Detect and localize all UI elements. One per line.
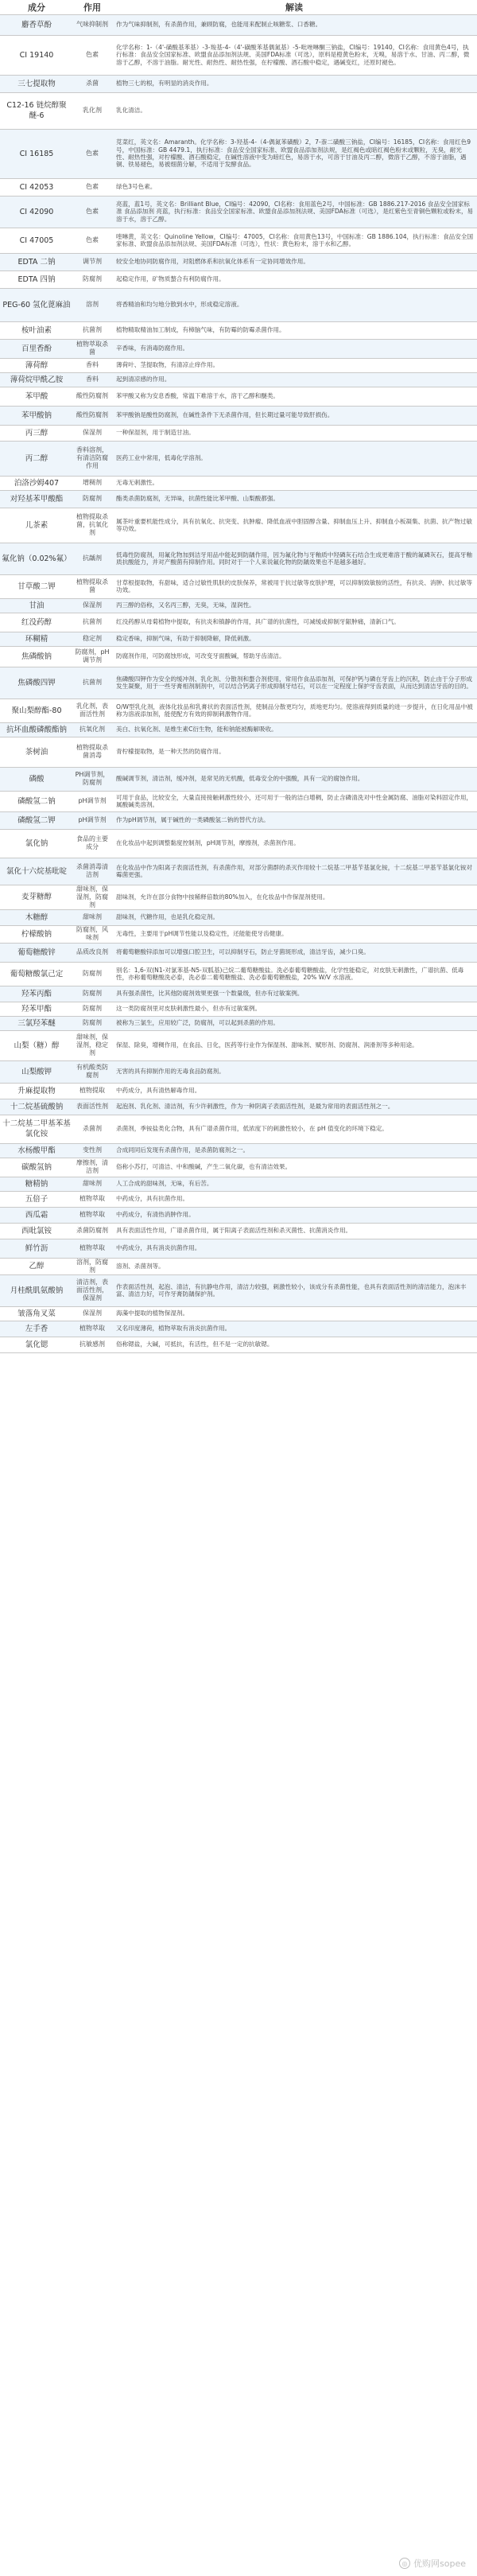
ingredient-function: 杀菌: [73, 75, 111, 92]
ingredient-description: 这一类防腐剂里对皮肤刺激性最小，但亦有过敏案例。: [111, 1002, 477, 1016]
ingredient-name: 三氯羟苯醚: [0, 1016, 73, 1030]
ingredient-name: EDTA 二钠: [0, 253, 73, 270]
ingredient-function: 色素: [73, 35, 111, 75]
ingredient-function: 防腐剂: [73, 986, 111, 1002]
header-explanation: 解读: [111, 0, 477, 14]
table-row: [0, 288, 477, 321]
ingredient-name: 薄荷醇: [0, 358, 73, 372]
table-row: [0, 1321, 477, 1337]
ingredient-function: 色素: [73, 129, 111, 178]
ingredient-name: 葡萄糖酸氯己定: [0, 962, 73, 986]
ingredient-description: 杀菌剂，季铵盐类化合物，具有广谱杀菌作用，低浓度下的刺激性较小，在 pH 值变化的环境下稳定。: [111, 1115, 477, 1143]
ingredient-function: 抗龋剂: [73, 543, 111, 574]
ingredient-function: 防腐剂，风味剂: [73, 925, 111, 943]
ingredient-name: 苯甲酸: [0, 387, 73, 406]
table-row: [0, 358, 477, 372]
ingredient-function: PH调节剂，防腐剂: [73, 767, 111, 791]
ingredient-description: 苯甲酸钠是酸性防腐剂，在碱性条件下无杀菌作用，但长期过量可能导致肝损伤。: [111, 406, 477, 425]
table-row: [0, 75, 477, 92]
table-row: [0, 178, 477, 196]
ingredient-name: 对羟基苯甲酸酯: [0, 490, 73, 508]
ingredient-name: 丙二醇: [0, 441, 73, 476]
table-row: [0, 425, 477, 441]
table-row: [0, 1030, 477, 1060]
ingredient-description: 无害的具有抑制作用的无毒食品防腐剂。: [111, 1060, 477, 1083]
table-row: [0, 1337, 477, 1352]
ingredient-function: 有机酸类防腐剂: [73, 1060, 111, 1083]
ingredient-description: 焦磷酸四钾作为安全的缓冲剂、乳化剂、分散剂和螯合剂使用，常用作食品添加剂，可保护钙与磷在牙齿上的沉积，防止由于分子形成发生凝聚，用于一些牙膏相剂制剂中，可以结合钙离子形成抑制牙结石，可以在一定程度上保护牙齿表面，从而达到清洁牙齿的目的。: [111, 667, 477, 698]
ingredient-function: 增稠剂: [73, 476, 111, 490]
table-row: [0, 1223, 477, 1239]
ingredient-description: 喹啉黄，英文名：Quinoline Yellow，CI编号：47005，CI名称：食用黄色13号，中国标准：GB 1886.104，执行标准：食品安全国家标准、欧盟食品添加剂法规、美国FDA标准（可选），性状：黄色粉末，溶于水和乙醇。: [111, 228, 477, 253]
table-row: [0, 858, 477, 885]
ingredient-function: 乳化剂: [73, 92, 111, 129]
ingredient-function: 表面活性剂: [73, 1099, 111, 1115]
watermark: [399, 2557, 466, 2570]
ingredient-description: 亮蓝，蓝1号，英文名：Brilliant Blue，CI编号：42090，CI名称：食用蓝色2号，中国标准：GB 1886.217-2016 食品安全国家标准 食品添加剂 亮蓝，执行标准：食品安全国家标准、欧盟食品添加剂法规、美国FDA标准（可选），是红紫色至青铜色颗粒或粉末，易溶于水，溶于乙醇。: [111, 196, 477, 228]
ingredient-function: 防腐剂: [73, 1002, 111, 1016]
ingredient-function: 色素: [73, 178, 111, 196]
ingredient-function: 品质改良剂: [73, 943, 111, 962]
table-row: [0, 598, 477, 613]
ingredient-function: 清洁剂，表面活性剂，保湿剂: [73, 1274, 111, 1306]
table-row: [0, 1207, 477, 1223]
ingredient-name: 甘油: [0, 598, 73, 613]
ingredient-function: 防腐剂: [73, 1016, 111, 1030]
ingredient-function: 植物提取杀菌，抗氧化剂: [73, 508, 111, 543]
ingredient-function: 防腐剂: [73, 490, 111, 508]
ingredient-function: 甜味剂，保湿剂，稳定剂: [73, 1030, 111, 1060]
ingredient-name: 三七提取物: [0, 75, 73, 92]
table-row: [0, 943, 477, 962]
ingredient-name: 葡萄糖酸锌: [0, 943, 73, 962]
ingredient-name: 磷酸: [0, 767, 73, 791]
ingredient-description: 起稳定作用，矿物质螯合有利防腐作用。: [111, 270, 477, 288]
ingredient-name: 月桂酰肌氨酸钠: [0, 1274, 73, 1306]
table-row: [0, 909, 477, 925]
ingredient-description: 红没药醇从母菊植物中提取，有抗炎和镇静的作用，具广谱的抗菌性，可减缓或抑制牙龈肿痛，清新口气。: [111, 613, 477, 632]
ingredient-function: 香料: [73, 372, 111, 387]
ingredient-name: 薄荷烷甲酰乙胺: [0, 372, 73, 387]
ingredient-description: 薄荷叶、茎提取物，有清凉止痒作用。: [111, 358, 477, 372]
ingredient-function: 稳定剂: [73, 632, 111, 646]
ingredient-description: 俗称小苏打，可清洁、中和酸碱，产生二氧化碳，也有清洁效果。: [111, 1158, 477, 1177]
table-row: [0, 321, 477, 339]
ingredient-description: 具有表面活性作用，广谱杀菌作用，属于阳离子表面活性剂和杀灭菌性、抗菌消炎作用。: [111, 1223, 477, 1239]
ingredient-name: 柠檬酸钠: [0, 925, 73, 943]
ingredient-description: 医药工业中常用，低毒化学溶剂。: [111, 441, 477, 476]
ingredient-name: 儿茶素: [0, 508, 73, 543]
table-row: [0, 1083, 477, 1099]
table-row: [0, 829, 477, 858]
ingredient-description: 起泡剂、乳化剂、清洁剂，有少许刺激性，作为一种阴离子表面活性剂，是最为常用的表面活性剂之一。: [111, 1099, 477, 1115]
ingredient-description: O/W型乳化剂，液体化妆品和乳膏状的表面活性剂，使制品分散更均匀，质地更均匀。使溶液得到质量的进一步提升，在日化用品中被称为溶液添加剂，能使配方有效的抑制刺激物作用。: [111, 698, 477, 722]
table-row: [0, 1158, 477, 1177]
ingredient-function: 保湿剂: [73, 1306, 111, 1321]
ingredient-name: 氟化钠（0.02%氟）: [0, 543, 73, 574]
ingredient-description: 保湿、除臭，增稠作用，在食品、日化，医药等行业作为保湿剂、甜味剂、赋形剂、防腐剂、润滑剂等多种用途。: [111, 1030, 477, 1060]
ingredient-name: PEG-60 氢化蓖麻油: [0, 288, 73, 321]
ingredient-description: 作为pH调节剂，属于碱性的一类磷酸氢二钠的替代方法。: [111, 811, 477, 829]
ingredient-description: 溶剂、杀菌剂等。: [111, 1258, 477, 1274]
ingredient-name: 麝香草酚: [0, 14, 73, 35]
ingredient-description: 中药成分，有清热消肿作用。: [111, 1207, 477, 1223]
header-ingredient: 成分: [0, 0, 73, 14]
ingredient-description: 辛香味，有消毒防腐作用。: [111, 339, 477, 358]
table-row: [0, 476, 477, 490]
table-row: [0, 1002, 477, 1016]
ingredient-description: 青柠檬提取物，是一种天然的防腐作用。: [111, 737, 477, 767]
table-row: [0, 791, 477, 811]
ingredient-function: 溶剂，防腐剂: [73, 1258, 111, 1274]
ingredient-name: 十二烷基二甲基苯基氯化铵: [0, 1115, 73, 1143]
table-row: [0, 508, 477, 543]
ingredient-description: 无毒无刺激性。: [111, 476, 477, 490]
ingredient-description: 作表面活性剂，起泡、清洁，有抗静电作用，清洁力较强，刺激性较小，该成分有杀菌性能，也具有表面活性剂的清洁能力，泡沫丰富、清洁力好，可作牙膏防龋保护剂。: [111, 1274, 477, 1306]
table-row: [0, 811, 477, 829]
ingredient-function: 气味抑制剂: [73, 14, 111, 35]
ingredient-name: 苯甲酸钠: [0, 406, 73, 425]
ingredient-description: 将香精油和均匀地分散到水中，形成稳定溶液。: [111, 288, 477, 321]
ingredient-description: 乳化清洁。: [111, 92, 477, 129]
ingredient-function: 食品的主要成分: [73, 829, 111, 858]
table-row: [0, 1191, 477, 1207]
table-row: [0, 885, 477, 909]
table-row: [0, 925, 477, 943]
table-row: [0, 14, 477, 35]
ingredient-function: 防腐剂: [73, 962, 111, 986]
ingredient-description: 被称为三氯生，应用较广泛，防腐剂，可以起到杀菌的作用。: [111, 1016, 477, 1030]
ingredient-description: 俗称锶盐，大碱，可抵抗，有活性，但不是一定的抗敏锶。: [111, 1337, 477, 1352]
ingredient-function: 植物萃取: [73, 1321, 111, 1337]
ingredient-function: 摩擦剂，清洁剂: [73, 1158, 111, 1177]
ingredient-name: 山梨酸钾: [0, 1060, 73, 1083]
ingredient-description: 在化妆品中作为阳离子表面活性剂，有杀菌作用，对部分菌群的杀灭作用较十二烷基二甲基苄基氯化铵，十二烷基二甲基苄基氯化铵对霉菌更强。: [111, 858, 477, 885]
ingredient-function: 植物萃取: [73, 1191, 111, 1207]
table-row: [0, 613, 477, 632]
ingredient-name: 焦磷酸钠: [0, 646, 73, 667]
ingredient-function: 杀菌防腐剂: [73, 1223, 111, 1239]
table-row: [0, 543, 477, 574]
table-row: [0, 1239, 477, 1258]
ingredient-description: 苋菜红，英文名：Amaranth。化学名称：3-羟基-4-（4-偶氮苯磺酸）2，7-萘二磺酸三钠盐，CI编号：16185，CI名称：食用红色9号，中国标准：GB 4479.1，执行标准：食品安全国家标准、欧盟食品添加剂法规，是红褐色或暗红褐色粉末或颗粒，无臭，耐光性、耐热性强，对柠檬酸、酒石酸稳定，在碱性溶液中变为暗红色，易溶于水，可溶于甘油及丙二醇，微溶于乙醇，不溶于油脂，遇铜、铁易褪色，易被细菌分解，不适用于发酵食品。: [111, 129, 477, 178]
ingredient-description: 别名：1,6-双(N1-对氯苯基-N5-双胍基)己烷二葡萄糖酸盐。洗必泰葡萄糖酸盐，化学性能稳定，对皮肤无刺激性，广谱抗菌、低毒性，亦称葡萄糖酸洗必泰，洗必泰二葡萄糖酸盐、洗必泰葡萄糖酸盐，20% W/V 水溶液。: [111, 962, 477, 986]
ingredient-function: 香料溶剂，有清洁防腐作用: [73, 441, 111, 476]
ingredient-function: 调节剂: [73, 253, 111, 270]
ingredient-function: 防腐剂: [73, 270, 111, 288]
ingredient-description: 海藻中提取的植物保湿剂。: [111, 1306, 477, 1321]
ingredient-function: 酸性防腐剂: [73, 406, 111, 425]
ingredient-function: pH调节剂: [73, 791, 111, 811]
table-row: [0, 1060, 477, 1083]
ingredient-name: 碳酸氢钠: [0, 1158, 73, 1177]
table-row: [0, 1258, 477, 1274]
ingredient-description: 绿色3号色素。: [111, 178, 477, 196]
ingredient-function: 杀菌消毒清洁剂: [73, 858, 111, 885]
ingredient-name: 鲜竹沥: [0, 1239, 73, 1258]
table-row: [0, 737, 477, 767]
ingredient-name: 羟苯甲酯: [0, 1002, 73, 1016]
ingredient-description: 中药成分，具有消炎抗菌作用。: [111, 1239, 477, 1258]
ingredient-description: 甜味剂，代糖作用，也是乳化稳定剂。: [111, 909, 477, 925]
ingredient-description: 人工合成的甜味剂，无味，有后苦。: [111, 1177, 477, 1191]
ingredient-function: 抗敏感剂: [73, 1337, 111, 1352]
ingredient-name: 桉叶油素: [0, 321, 73, 339]
ingredient-description: 低毒性防腐剂，用氟化物加到洁牙用品中能起到防龋作用，因为氟化物与牙釉质中羟磷灰石结合生成更难溶于酸的氟磷灰石，提高牙釉质抗酸能力，并对产酸菌有抑制作用。同时对于一个人来说氟化物的防龋效果也不是越多越好。: [111, 543, 477, 574]
ingredient-function: 溶剂: [73, 288, 111, 321]
table-row: [0, 1115, 477, 1143]
ingredient-name: CI 42053: [0, 178, 73, 196]
ingredient-name: 十二烷基硫酸钠: [0, 1099, 73, 1115]
table-row: [0, 228, 477, 253]
table-row: [0, 441, 477, 476]
ingredient-name: CI 42090: [0, 196, 73, 228]
table-row: [0, 632, 477, 646]
ingredient-function: 甜味剂，保湿剂，防腐剂: [73, 885, 111, 909]
table-row: [0, 372, 477, 387]
ingredient-function: 乳化剂，表面活性剂: [73, 698, 111, 722]
ingredient-function: 植物提取杀菌: [73, 574, 111, 598]
ingredient-name: 环糊精: [0, 632, 73, 646]
table-row: [0, 35, 477, 75]
ingredient-function: 酸性防腐剂: [73, 387, 111, 406]
ingredient-function: 植物萃取: [73, 1239, 111, 1258]
ingredient-name: 红没药醇: [0, 613, 73, 632]
ingredient-function: 杀菌剂: [73, 1115, 111, 1143]
ingredient-function: 植物萃取: [73, 1207, 111, 1223]
ingredient-function: 防腐剂，pH调节剂: [73, 646, 111, 667]
ingredient-function: 甜味剂: [73, 909, 111, 925]
ingredient-function: 色素: [73, 228, 111, 253]
table-row: [0, 196, 477, 228]
ingredient-function: 保湿剂: [73, 425, 111, 441]
ingredient-description: 稳定香味，抑制气味，有助于抑制降解，降低刺激。: [111, 632, 477, 646]
table-row: [0, 986, 477, 1002]
ingredient-name: 氯化锶: [0, 1337, 73, 1352]
ingredient-name: 木糖醇: [0, 909, 73, 925]
ingredient-description: 中药成分，具有清热解毒作用。: [111, 1083, 477, 1099]
ingredient-name: 羟苯丙酯: [0, 986, 73, 1002]
ingredient-name: CI 19140: [0, 35, 73, 75]
ingredient-name: 磷酸氢二钠: [0, 791, 73, 811]
ingredient-name: 磷酸氢二钾: [0, 811, 73, 829]
table-row: [0, 574, 477, 598]
ingredient-name: 丙三醇: [0, 425, 73, 441]
ingredient-description: 甘草根提取物，有甜味，适合过敏性肌肤的皮肤保养，常被用于抗过敏等皮肤护理，可以抑制致敏胺的活性，有抗炎、消肿、抗过敏等功效。: [111, 574, 477, 598]
ingredient-name: 升麻提取物: [0, 1083, 73, 1099]
ingredient-description: 中药成分，具有抗菌作用。: [111, 1191, 477, 1207]
table-row: [0, 253, 477, 270]
table-row: [0, 1274, 477, 1306]
ingredient-description: 防腐剂作用，可防腐蚀形成，可改变牙面酸碱，帮助牙齿清洁。: [111, 646, 477, 667]
ingredient-function: 色素: [73, 196, 111, 228]
ingredient-function: 植物萃取杀菌: [73, 339, 111, 358]
ingredient-name: 左手香: [0, 1321, 73, 1337]
ingredient-name: 乙醇: [0, 1258, 73, 1274]
ingredient-name: 茶树油: [0, 737, 73, 767]
table-row: [0, 1016, 477, 1030]
table-row: [0, 962, 477, 986]
ingredient-description: 起到清凉感的作用。: [111, 372, 477, 387]
ingredient-name: 西瓜霜: [0, 1207, 73, 1223]
table-row: [0, 722, 477, 737]
ingredient-function: 抗菌剂: [73, 613, 111, 632]
ingredient-description: 植物精取精油加工制成，有樟脑气味，有防霉的防霉杀菌作用。: [111, 321, 477, 339]
ingredient-name: EDTA 四钠: [0, 270, 73, 288]
circle-logo-icon: ◎: [399, 2558, 410, 2569]
ingredient-description: 可用于食品，比较安全，大量直接接触刺激性较小，还可用于一般的洁白增稠，防止含磷清洗对中性金属防腐、油脂对染料固定作用，属酸碱类溶剂。: [111, 791, 477, 811]
ingredient-name: 泊洛沙姆407: [0, 476, 73, 490]
ingredient-description: 将葡萄糖酸锌添加可以增强口腔卫生，可以抑制牙石，防止牙菌斑形成，清洁牙齿，减少口臭。: [111, 943, 477, 962]
ingredient-description: 具有强杀菌性，比其他防腐剂效果更强一个数量级，但亦有过敏案例。: [111, 986, 477, 1002]
ingredient-description: 甜味剂，允许在部分食物中按稀释倍数的80%加入，在化妆品中作保湿剂使用。: [111, 885, 477, 909]
ingredient-function: 香料: [73, 358, 111, 372]
ingredient-name: CI 47005: [0, 228, 73, 253]
ingredient-description: 较安全地协同防腐作用，对阻燃体系和抗氧化体系有一定协同增效作用。: [111, 253, 477, 270]
table-row: [0, 698, 477, 722]
ingredient-description: 植物三七的根，有明显的消炎作用。: [111, 75, 477, 92]
ingredient-name: 糖精钠: [0, 1177, 73, 1191]
ingredient-function: 植物提取杀菌消毒: [73, 737, 111, 767]
ingredient-name: 氯化十六烷基吡啶: [0, 858, 73, 885]
table-row: [0, 1177, 477, 1191]
ingredient-description: 苯甲酸又称为安息香酸，常温下难溶于水，溶于乙醇和醚类。: [111, 387, 477, 406]
table-row: [0, 1099, 477, 1115]
ingredient-function: pH调节剂: [73, 811, 111, 829]
ingredient-name: 山梨（糖）醇: [0, 1030, 73, 1060]
ingredient-function: 抗氧化剂: [73, 722, 111, 737]
ingredient-name: 聚山梨醇酯-80: [0, 698, 73, 722]
ingredient-name: 甘草酸二钾: [0, 574, 73, 598]
table-row: [0, 270, 477, 288]
ingredient-description: 美白、抗氧化剂、是维生素C衍生物，能和钠能被酶解吸收。: [111, 722, 477, 737]
ingredient-name: 西吡氯铵: [0, 1223, 73, 1239]
ingredient-function: 抗菌剂: [73, 321, 111, 339]
ingredient-description: 丙三醇的俗称，又名丙三醇，无臭，无味，湿润性。: [111, 598, 477, 613]
table-header-row: [0, 0, 477, 14]
ingredient-function: 保湿剂: [73, 598, 111, 613]
table-row: [0, 406, 477, 425]
ingredient-description: 属茶叶重要机能性成分，具有抗氧化、抗突变、抗肿瘤、降低血液中胆固醇含量、抑制血压上升、抑制血小板凝集、抗菌、抗产物过敏等功效。: [111, 508, 477, 543]
table-row: [0, 387, 477, 406]
table-row: [0, 1143, 477, 1158]
ingredient-description: 酯类杀菌防腐剂，无异味，抗菌性能比苯甲酸、山梨酸都强。: [111, 490, 477, 508]
ingredient-description: 合成同同后发现有杀菌作用，是杀菌防腐剂之一。: [111, 1143, 477, 1158]
ingredient-name: 五倍子: [0, 1191, 73, 1207]
ingredient-description: 一种保湿剂，用于制造甘油。: [111, 425, 477, 441]
ingredient-name: 氯化钠: [0, 829, 73, 858]
ingredient-name: 焦磷酸四钾: [0, 667, 73, 698]
ingredient-name: 水杨酸甲酯: [0, 1143, 73, 1158]
ingredient-function: 甜味剂: [73, 1177, 111, 1191]
ingredient-description: 作为气味抑制剂，有杀菌作用，兼顾防腐，也能用来配制止咳糖浆、口香糖。: [111, 14, 477, 35]
table-row: [0, 646, 477, 667]
table-row: [0, 92, 477, 129]
table-row: [0, 767, 477, 791]
table-row: [0, 667, 477, 698]
table-body: [0, 14, 477, 1352]
table-row: [0, 1306, 477, 1321]
ingredient-description: 又名印度薄荷，植物萃取有消炎抗菌作用。: [111, 1321, 477, 1337]
table-row: [0, 339, 477, 358]
ingredient-name: 麦芽糖醇: [0, 885, 73, 909]
ingredient-description: 在化妆品中起到调整黏度控制剂，pH调节剂，摩擦剂，杀菌剂作用。: [111, 829, 477, 858]
ingredient-description: 化学名称：1-（4'-磺酸基苯基）-3-羧基-4-（4'-磺酸苯基偶氮基）-5-吡唑啉酮三钠盐，CI编号：19140，CI名称：食用黄色4号，执行标准：食品安全国家标准、欧盟食品添加剂法规、美国FDA标准（可选），原料是橙黄色粉末，无嗅，易溶于水、甘油、丙二醇，微溶于乙醇，不溶于油脂。耐光性、耐热性、耐热性强，在柠檬酸、酒石酸中稳定，遇碱变红，还原时褪色。: [111, 35, 477, 75]
ingredient-description: 无毒性，主要用于pH调节性能以及稳定性，还能能使牙齿健康。: [111, 925, 477, 943]
ingredient-name: C12-16 链烷醇聚醚-6: [0, 92, 73, 129]
ingredient-function: 植物提取: [73, 1083, 111, 1099]
watermark-text: 优购网sopee: [413, 2558, 466, 2569]
header-function: 作用: [73, 0, 111, 14]
ingredient-function: 变性剂: [73, 1143, 111, 1158]
table-row: [0, 490, 477, 508]
ingredient-name: 百里香酚: [0, 339, 73, 358]
table-row: [0, 129, 477, 178]
ingredient-description: 酸碱调节剂，清洁剂，缓冲剂，是常见的无机酸，低毒安全的中强酸，具有一定的腐蚀作用。: [111, 767, 477, 791]
ingredient-name: CI 16185: [0, 129, 73, 178]
ingredient-name: 皱落角叉菜: [0, 1306, 73, 1321]
ingredient-function: 抗菌剂: [73, 667, 111, 698]
ingredient-name: 抗坏血酸磷酸酯钠: [0, 722, 73, 737]
